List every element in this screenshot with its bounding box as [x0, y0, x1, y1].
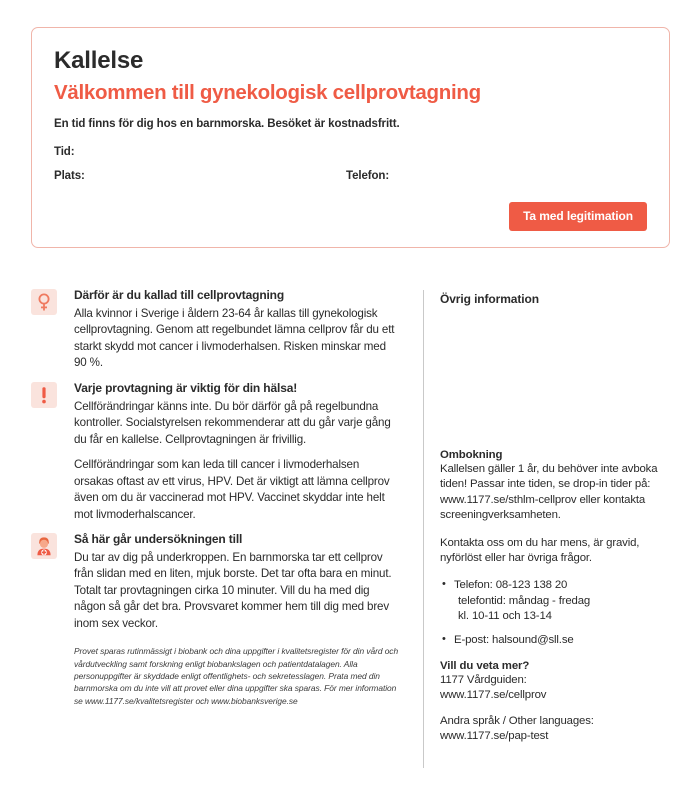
other-languages-lines: [440, 714, 670, 745]
right-column: [440, 288, 670, 754]
ta-med-legitimation-button[interactable]: Ta med legitimation: [509, 202, 647, 231]
vardguiden-lines: [440, 673, 670, 704]
section-paragraph: Du tar av dig på underkroppen. En barnmorska tar ett cellprov från slidan med en liten, mjuk borste. Det tar ofta bara en minut. Totalt tar provtagningen cirka 10 minuter. Vill du ha med dig någon så går det bra. Provsvaret kommer hem till dig med brev inom sex veckor.: [74, 550, 392, 630]
ombokning-heading: Ombokning: [440, 449, 503, 461]
card-action-area: [54, 202, 647, 231]
section-heading: Därför är du kallad till cellprovtagning: [74, 288, 285, 302]
section-heading: Så här går undersökningen till: [74, 531, 243, 546]
vardguiden-label: 1177 Vårdguiden:: [440, 673, 527, 686]
telefon-value: Telefon: 08-123 138 20: [454, 579, 568, 592]
section-varje-provtagning: [31, 381, 401, 448]
list-item: [440, 578, 670, 624]
section-sa-har-gar-undersokningen: [31, 532, 401, 632]
more-heading: Vill du veta mer?: [440, 659, 530, 672]
other-languages-url[interactable]: www.1177.se/pap-test: [440, 730, 549, 743]
ombokning-paragraph-1: Kallelsen gäller 1 år, du behöver inte avboka tiden! Passar inte tiden, se drop-in tider på: www.1177.se/sthlm-cellprov eller kontakta screeningverksamheten.: [440, 463, 658, 522]
section-paragraph: Cellförändringar känns inte. Du bör därför gå på regelbundna kontroller. Socialstyrelsen rekommenderar att du går varje gång du får en kallelse. Cellprovtagningen är frivillig.: [74, 399, 391, 446]
ombokning-paragraph-2: Kontakta oss om du har mens, är gravid, nyförlöst eller har övriga frågor.: [440, 536, 640, 564]
other-languages-label: Andra språk / Other languages:: [440, 714, 594, 727]
section-heading: Varje provtagning är viktig för din hälsa!: [74, 380, 298, 395]
list-item: [440, 633, 670, 648]
card-intro-text: En tid finns för dig hos en barnmorska. Besöket är kostnadsfritt.: [54, 118, 400, 131]
contact-list: [440, 578, 670, 648]
vardguiden-url[interactable]: www.1177.se/cellprov: [440, 689, 547, 702]
section-darfor-kallad: [31, 288, 401, 372]
fineprint-text: Provet sparas rutinmässigt i biobank och dina uppgifter i kvalitetsregister för din vård och vårdutveckling samt forskning enligt biobankslagen och patientdatalagen. Alla personuppgifter är skyddade enligt offentlighets- och sekretesslagen. Prata med din barnmorska om du inte vill att provet eller dina uppgifter ska sparas. För mer information se www.1177.se/kvalitetsregister och www.biobanksverige.se: [74, 646, 399, 706]
hpv-paragraph: Cellförändringar som kan leda till cancer i livmoderhalsen orsakas oftast av ett virus, HPV. Det är viktigt att lämna cellprov även om du är vaccinerad mot HPV. Vaccinet skyddar inte helt mot livmoderhalscancer.: [74, 458, 390, 521]
telefontid-line: telefontid: måndag - fredag: [458, 594, 591, 607]
ombokning-block: [440, 449, 670, 566]
telefon-label: Telefon:: [346, 170, 390, 183]
tid-label: Tid:: [54, 146, 75, 159]
epost-value: E-post: halsound@sll.se: [454, 633, 574, 646]
midwife-nurse-icon: [31, 533, 57, 559]
vill-du-veta-mer-block: [440, 660, 670, 745]
telefontid-hours: kl. 10-11 och 13-14: [458, 610, 552, 623]
column-divider: [423, 290, 424, 768]
field-row-plats: [54, 170, 647, 184]
plats-label: Plats:: [54, 170, 85, 183]
exclamation-mark-icon: [31, 382, 57, 408]
ovrig-information-title: Övrig information: [440, 292, 539, 306]
field-row-tid: [54, 146, 647, 160]
venus-female-symbol-icon: [31, 289, 57, 315]
card-subtitle: Välkommen till gynekologisk cellprovtagning: [54, 80, 481, 104]
section-paragraph: Alla kvinnor i Sverige i åldern 23-64 år kallas till gynekologisk cellprovtagning. Genom att regelbundet lämna cellprov får du ett starkt skydd mot cancer i livmoderhalsen. Risken minskar med 90 %.: [74, 307, 395, 370]
content-columns: [31, 288, 670, 778]
left-column: [31, 288, 401, 715]
page-title: Kallelse: [54, 47, 144, 74]
kallelse-card: [31, 27, 670, 248]
